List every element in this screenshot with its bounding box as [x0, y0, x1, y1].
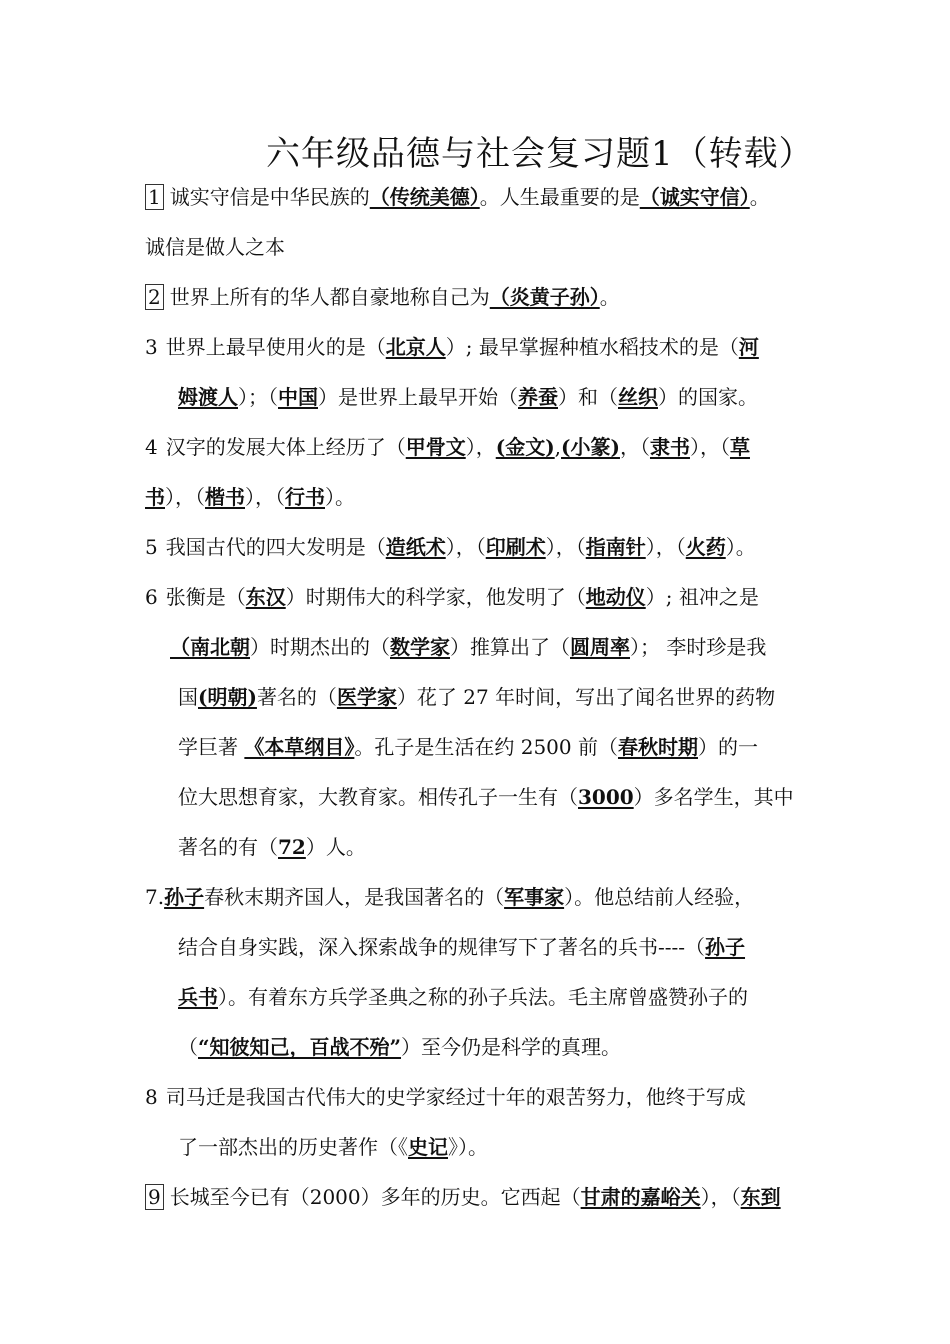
question-7-line-1: 7.孙子春秋末期齐国人，是我国著名的（军事家）。他总结前人经验，: [145, 885, 755, 909]
answer: 北京人: [385, 335, 446, 359]
answer: （炎黄子孙）: [489, 285, 600, 309]
question-number: 9: [145, 1184, 164, 1210]
answer: 造纸术: [385, 535, 446, 559]
answer: 《本草纲目》: [244, 735, 355, 759]
answer: 甲骨文: [405, 435, 466, 459]
question-number: 7.: [145, 885, 165, 909]
question-5: 5 我国古代的四大发明是（造纸术），（印刷术），（指南针），（火药）。: [145, 535, 756, 559]
question-number: 1: [145, 184, 164, 210]
question-8-line-2: 了一部杰出的历史著作（《史记》）。: [178, 1135, 488, 1159]
answer: (小篆): [561, 435, 620, 459]
answer: 医学家: [336, 685, 397, 709]
answer: 孙子: [705, 935, 746, 959]
question-number: 2: [145, 284, 164, 310]
question-number: 3: [145, 335, 158, 359]
question-7-line-2: 结合自身实践，深入探索战争的规律写下了著名的兵书----（孙子: [178, 935, 746, 959]
answer: （南北朝: [170, 635, 250, 659]
question-3-line-2: 姆渡人）；（中国）是世界上最早开始（养蚕）和（丝织）的国家。: [178, 385, 758, 409]
answer: 3000: [578, 785, 634, 809]
question-number: 5: [145, 535, 158, 559]
question-2: 2 世界上所有的华人都自豪地称自己为（炎黄子孙）。: [145, 283, 620, 311]
question-6-line-3: 国(明朝)著名的（医学家）花了 27 年时间，写出了闻名世界的药物: [178, 685, 776, 709]
answer: 楷书: [205, 485, 245, 509]
answer: 指南针: [585, 535, 646, 559]
answer: 72: [278, 835, 306, 859]
answer: 甘肃的嘉峪关: [580, 1185, 701, 1209]
answer: “知彼知己，百战不殆”: [198, 1035, 402, 1059]
answer: 丝织: [618, 385, 658, 409]
question-3-line-1: 3 世界上最早使用火的是（北京人）; 最早掌握种植水稻技术的是（河: [145, 335, 759, 359]
answer: 中国: [278, 385, 318, 409]
answer: 行书: [285, 485, 325, 509]
answer: 兵书: [178, 985, 218, 1009]
answer: (明朝): [198, 685, 257, 709]
question-6-line-2: （南北朝）时期杰出的（数学家）推算出了（圆周率）； 李时珍是我: [170, 635, 767, 659]
question-number: 4: [145, 435, 158, 459]
answer: 火药: [685, 535, 726, 559]
answer: (金文): [495, 435, 555, 459]
question-number: 8: [145, 1085, 158, 1109]
question-6-line-6: 著名的有（72）人。: [178, 835, 366, 859]
answer: 春秋时期: [617, 735, 698, 759]
question-1-line-1: 1 诚实守信是中华民族的（传统美德）。人生最重要的是（诚实守信）。: [145, 183, 770, 211]
question-7-line-3: 兵书）。有着东方兵学圣典之称的孙子兵法。毛主席曾盛赞孙子的: [178, 985, 748, 1009]
answer: 草: [729, 435, 750, 459]
page-title: 六年级品德与社会复习题1（转载）: [266, 134, 814, 174]
question-6-line-4: 学巨著 《本草纲目》。孔子是生活在约 2500 前（春秋时期）的一: [178, 735, 758, 759]
question-6-line-5: 位大思想育家，大教育家。相传孔子一生有（3000）多名学生，其中: [178, 785, 794, 809]
question-4-line-1: 4 汉字的发展大体上经历了（甲骨文），(金文),(小篆)，（隶书），（草: [145, 435, 750, 459]
answer: 军事家: [504, 885, 565, 909]
answer: 养蚕: [518, 385, 558, 409]
answer: 孙子: [164, 885, 205, 909]
answer: 圆周率: [570, 635, 630, 659]
answer: 书: [145, 485, 165, 509]
answer: 地动仪: [585, 585, 646, 609]
answer: （诚实守信）: [639, 185, 750, 209]
answer: 姆渡人: [178, 385, 238, 409]
question-1-line-2: 诚信是做人之本: [145, 235, 285, 259]
answer: 史记: [408, 1135, 448, 1159]
answer: 数学家: [390, 635, 450, 659]
answer: （传统美德）: [369, 185, 480, 209]
answer: 东汉: [245, 585, 286, 609]
answer: 东到: [740, 1185, 781, 1209]
question-number: 6: [145, 585, 158, 609]
question-6-line-1: 6 张衡是（东汉）时期伟大的科学家，他发明了（地动仪）; 祖冲之是: [145, 585, 759, 609]
question-7-line-4: （“知彼知己，百战不殆”）至今仍是科学的真理。: [178, 1035, 622, 1059]
question-9-line-1: 9 长城至今已有（2000）多年的历史。它西起（甘肃的嘉峪关），（东到: [145, 1183, 781, 1211]
answer: 河: [738, 335, 759, 359]
answer: 印刷术: [485, 535, 546, 559]
answer: 隶书: [649, 435, 690, 459]
question-4-line-2: 书），（楷书），（行书）。: [145, 485, 355, 509]
question-8-line-1: 8 司马迁是我国古代伟大的史学家经过十年的艰苦努力，他终于写成: [145, 1085, 746, 1109]
